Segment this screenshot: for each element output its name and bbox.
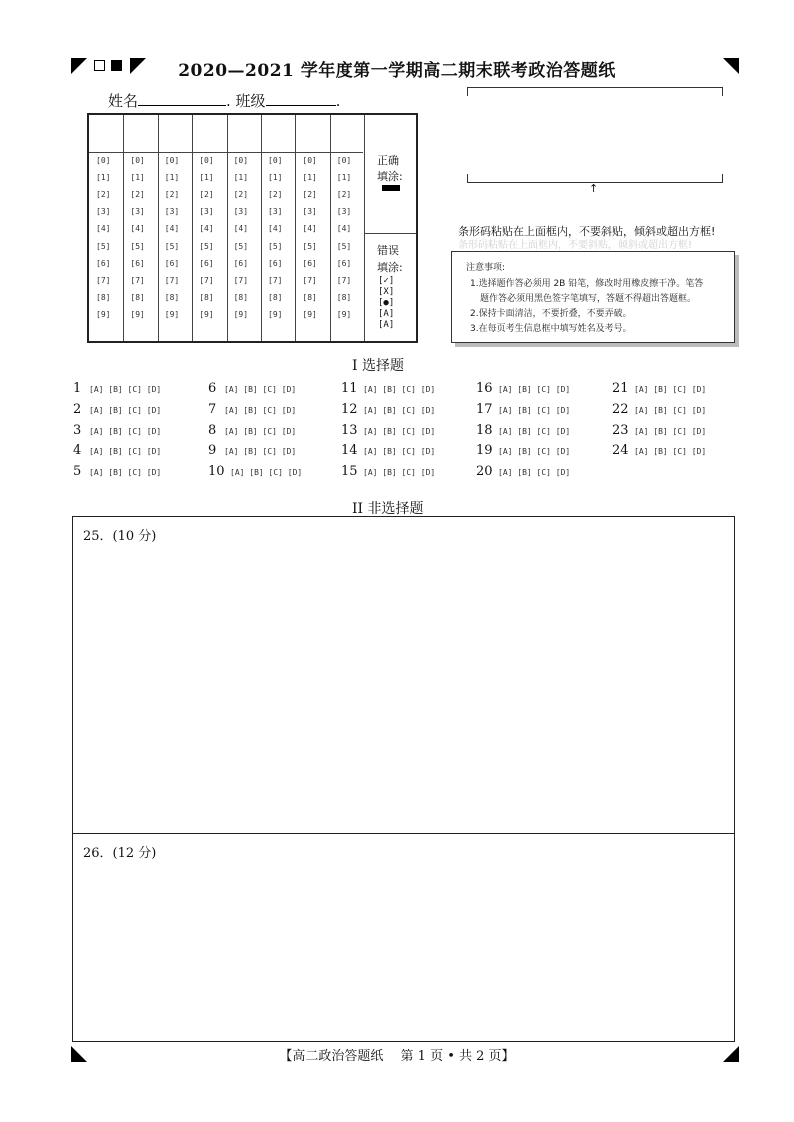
answer-options[interactable]: [A] [B] [C] [D] <box>224 426 297 436</box>
exam-digit-bubble[interactable]: [1] <box>336 173 352 183</box>
exam-digit-bubble[interactable]: [4] <box>164 224 180 234</box>
choice-question <box>612 443 706 458</box>
choice-question <box>208 381 296 396</box>
question-number: 2 <box>73 401 82 417</box>
answer-options[interactable]: [A] [B] [C] [D] <box>89 426 162 436</box>
exam-digit-bubble[interactable]: [4] <box>199 224 214 234</box>
exam-digit-bubble[interactable]: [1] <box>130 173 145 183</box>
question-number: 4 <box>73 443 82 459</box>
question-number: 22 <box>612 401 629 417</box>
barcode-note-ghost: 条形码粘贴在上面框内，不要斜贴，倾斜或超出方框! <box>458 240 693 251</box>
answer-options[interactable]: [A] [B] [C] [D] <box>89 405 162 415</box>
exam-digit-bubble[interactable]: [2] <box>96 190 111 200</box>
class-field[interactable] <box>266 90 336 106</box>
notice-line-1: 1.选择题作答必须用 2B 铅笔，修改时用橡皮擦干净。笔答 <box>470 279 704 289</box>
question-number: 14 <box>341 443 358 459</box>
choice-question <box>341 464 435 479</box>
answer-box-q25[interactable] <box>72 516 735 834</box>
name-label: 姓名 <box>108 92 139 110</box>
exam-digit-bubble[interactable]: [0] <box>96 156 111 165</box>
exam-digit-bubble[interactable]: [7] <box>268 275 283 285</box>
exam-digit-bubble[interactable]: [1] <box>96 173 111 183</box>
exam-digit-bubble[interactable]: [4] <box>130 224 145 234</box>
exam-digit-bubble[interactable]: [3] <box>233 207 249 217</box>
question-number: 5 <box>73 464 82 480</box>
exam-digit-bubble[interactable]: [4] <box>336 224 352 234</box>
exam-digit-bubble[interactable]: [0] <box>302 156 317 165</box>
question-number: 3 <box>73 422 82 438</box>
exam-digit-bubble[interactable]: [7] <box>199 275 214 285</box>
exam-digit-bubble[interactable]: [1] <box>268 173 283 183</box>
exam-digit-bubble[interactable]: [2] <box>164 190 180 200</box>
fill-legend-panel <box>365 115 416 341</box>
choice-question <box>476 402 570 417</box>
exam-digit-bubble[interactable]: [1] <box>302 173 317 183</box>
correct-label-1: 正确 <box>377 154 399 167</box>
exam-digit-bubble[interactable]: [6] <box>130 258 145 268</box>
section-2-title: II 非选择题 <box>352 501 424 517</box>
page-footer: 【高二政治答题纸 第 1 页 • 共 2 页】 <box>279 1049 515 1064</box>
exam-digit-bubble[interactable]: [2] <box>336 190 352 200</box>
question-number: 16 <box>476 381 493 396</box>
exam-digit-bubble[interactable]: [3] <box>302 207 317 217</box>
question-number: 18 <box>476 422 493 438</box>
q26-label: 26．(12 分) <box>83 846 157 861</box>
choice-question <box>208 402 296 417</box>
exam-digit-bubble[interactable]: [0] <box>336 156 352 165</box>
exam-digit-bubble[interactable]: [4] <box>96 224 111 234</box>
choice-question <box>476 464 570 479</box>
exam-digit-bubble[interactable]: [9] <box>130 309 145 319</box>
question-number: 13 <box>341 422 358 438</box>
choice-question <box>341 423 435 438</box>
answer-options[interactable]: [A] [B] [C] [D] <box>498 426 571 436</box>
question-number: 6 <box>208 381 217 396</box>
name-field[interactable] <box>138 90 226 106</box>
exam-digit-bubble[interactable]: [6] <box>199 258 214 268</box>
student-info-line <box>108 90 340 111</box>
exam-digit-bubble[interactable]: [1] <box>164 173 180 183</box>
q25-label: 25．(10 分) <box>83 529 157 544</box>
choice-question <box>73 402 161 417</box>
notice-line-2: 题作答必须用黑色签字笔填写，答题不得超出答题框。 <box>480 294 697 304</box>
answer-options[interactable]: [A] [B] [C] [D] <box>363 385 436 394</box>
answer-options[interactable]: [A] [B] [C] [D] <box>89 468 162 478</box>
exam-digit-bubble[interactable]: [5] <box>130 241 145 251</box>
answer-options[interactable]: [A] [B] [C] [D] <box>230 468 303 478</box>
question-number: 20 <box>476 464 493 480</box>
exam-digit-bubble[interactable]: [9] <box>268 309 283 319</box>
answer-options[interactable]: [A] [B] [C] [D] <box>224 447 297 457</box>
question-number: 9 <box>208 443 217 459</box>
wrong-label-1: 错误 <box>377 244 399 257</box>
answer-options[interactable]: [A] [B] [C] [D] <box>634 426 707 436</box>
exam-number-grid <box>87 113 418 343</box>
answer-options[interactable]: [A] [B] [C] [D] <box>363 468 436 478</box>
choice-question <box>208 423 296 438</box>
answer-options[interactable]: [A] [B] [C] [D] <box>89 385 162 394</box>
choice-question <box>612 423 706 438</box>
choice-question <box>476 381 570 396</box>
exam-digit-bubble[interactable]: [0] <box>199 156 214 165</box>
wrong-mark-underline: [A] <box>378 320 395 330</box>
section-1-title: I 选择题 <box>352 358 404 374</box>
exam-digit-bubble[interactable]: [8] <box>268 292 283 302</box>
exam-digit-bubble[interactable]: [0] <box>268 156 283 165</box>
wrong-mark-cross: [X] <box>378 287 395 297</box>
exam-digit-bubble[interactable]: [0] <box>130 156 145 165</box>
exam-digit-bubble[interactable]: [6] <box>96 258 111 268</box>
answer-options[interactable]: [A] [B] [C] [D] <box>498 447 571 457</box>
exam-digit-bubble[interactable]: [8] <box>130 292 145 302</box>
exam-digit-bubble[interactable]: [4] <box>302 224 317 234</box>
exam-digit-bubble[interactable]: [9] <box>302 309 317 319</box>
exam-digit-bubble[interactable]: [3] <box>199 207 214 217</box>
exam-digit-bubble[interactable]: [7] <box>130 275 145 285</box>
choice-question <box>612 381 706 396</box>
choice-question <box>341 381 435 396</box>
exam-digit-bubble[interactable]: [8] <box>302 292 317 302</box>
exam-digit-bubble[interactable]: [6] <box>302 258 317 268</box>
exam-digit-bubble[interactable]: [3] <box>268 207 283 217</box>
exam-digit-bubble[interactable]: [5] <box>96 241 111 251</box>
exam-digit-bubble[interactable]: [0] <box>233 156 249 165</box>
exam-digit-bubble[interactable]: [6] <box>268 258 283 268</box>
exam-digit-bubble[interactable]: [2] <box>199 190 214 200</box>
exam-digit-bubble[interactable]: [5] <box>268 241 283 251</box>
choice-question <box>208 464 302 479</box>
exam-digit-bubble[interactable]: [9] <box>336 309 352 319</box>
legend-separator <box>365 233 416 234</box>
choice-question <box>476 443 570 458</box>
answer-options[interactable]: [A] [B] [C] [D] <box>363 447 436 457</box>
exam-digit-bubble[interactable]: [9] <box>164 309 180 319</box>
exam-digit-bubble[interactable]: [2] <box>130 190 145 200</box>
choice-question <box>208 443 296 458</box>
exam-digit-bubble[interactable]: [5] <box>199 241 214 251</box>
question-number: 12 <box>341 401 358 417</box>
exam-digit-bubble[interactable]: [8] <box>233 292 249 302</box>
answer-options[interactable]: [A] [B] [C] [D] <box>634 405 707 415</box>
correct-fill-sample <box>382 185 400 191</box>
exam-digit-bubble[interactable]: [7] <box>164 275 180 285</box>
exam-digit-bubble[interactable]: [7] <box>233 275 249 285</box>
class-label: . 班级 <box>226 92 266 110</box>
question-number: 21 <box>612 381 629 396</box>
question-number: 15 <box>341 464 358 480</box>
notice-title: 注意事项: <box>466 263 506 273</box>
correct-label-2: 填涂: <box>377 170 403 183</box>
exam-digit-bubble[interactable]: [7] <box>336 275 352 285</box>
exam-digit-bubble[interactable]: [3] <box>336 207 352 217</box>
exam-digit-bubble[interactable]: [4] <box>268 224 283 234</box>
exam-digit-bubble[interactable]: [9] <box>199 309 214 319</box>
answer-options[interactable]: [A] [B] [C] [D] <box>498 405 571 415</box>
notice-box <box>451 251 735 343</box>
exam-digit-bubble[interactable]: [1] <box>233 173 249 183</box>
notice-line-4: 3.在每页考生信息框中填写姓名及考号。 <box>470 324 632 334</box>
choice-question <box>73 381 161 396</box>
exam-digit-bubble[interactable]: [9] <box>96 309 111 319</box>
question-number: 24 <box>612 443 629 459</box>
exam-digit-bubble[interactable]: [3] <box>130 207 145 217</box>
exam-digit-bubble[interactable]: [6] <box>164 258 180 268</box>
wrong-mark-check: [✓] <box>378 276 395 286</box>
question-number: 17 <box>476 401 493 417</box>
info-end-mark: . <box>335 92 341 110</box>
answer-options[interactable]: [A] [B] [C] [D] <box>363 426 436 436</box>
choice-question <box>341 402 435 417</box>
exam-digit-bubble[interactable]: [9] <box>233 309 249 319</box>
exam-digit-bubble[interactable]: [3] <box>96 207 111 217</box>
barcode-note: 条形码粘贴在上面框内，不要斜贴，倾斜或超出方框! <box>458 225 716 238</box>
answer-options[interactable]: [A] [B] [C] [D] <box>89 447 162 457</box>
exam-digit-bubble[interactable]: [2] <box>233 190 249 200</box>
exam-digit-bubble[interactable]: [5] <box>302 241 317 251</box>
choice-question <box>73 423 161 438</box>
question-number: 19 <box>476 443 493 459</box>
exam-digit-bubble[interactable]: [6] <box>336 258 352 268</box>
exam-digit-bubble[interactable]: [7] <box>302 275 317 285</box>
notice-line-3: 2.保持卡面清洁，不要折叠，不要弄破。 <box>470 309 632 319</box>
choice-question <box>612 402 706 417</box>
exam-digit-bubble[interactable]: [0] <box>164 156 180 165</box>
exam-digit-bubble[interactable]: [5] <box>233 241 249 251</box>
choice-question <box>73 443 161 458</box>
answer-options[interactable]: [A] [B] [C] [D] <box>224 405 297 415</box>
wrong-mark-dot: [●] <box>378 298 395 308</box>
barcode-frame-top <box>467 87 723 96</box>
exam-digit-bubble[interactable]: [1] <box>199 173 214 183</box>
exam-digit-bubble[interactable]: [8] <box>96 292 111 302</box>
wrong-label-2: 填涂: <box>377 261 403 274</box>
exam-digit-bubble[interactable]: [2] <box>268 190 283 200</box>
choice-question <box>73 464 161 479</box>
exam-digit-bubble[interactable]: [8] <box>199 292 214 302</box>
exam-digit-bubble[interactable]: [5] <box>336 241 352 251</box>
exam-digit-bubble[interactable]: [6] <box>233 258 249 268</box>
question-number: 11 <box>341 381 358 396</box>
exam-digit-bubble[interactable]: [8] <box>164 292 180 302</box>
answer-options[interactable]: [A] [B] [C] [D] <box>363 405 436 415</box>
answer-options[interactable]: [A] [B] [C] [D] <box>634 447 707 457</box>
answer-box-q26[interactable] <box>72 833 735 1042</box>
choice-question <box>341 443 435 458</box>
question-number: 7 <box>208 401 217 417</box>
question-number: 1 <box>73 381 82 396</box>
question-number: 23 <box>612 422 629 438</box>
answer-options[interactable]: [A] [B] [C] [D] <box>634 385 707 394</box>
exam-digit-bubble[interactable]: [4] <box>233 224 249 234</box>
barcode-arrow-icon: ↑ <box>589 182 599 195</box>
choice-question <box>476 423 570 438</box>
exam-digit-bubble[interactable]: [5] <box>164 241 180 251</box>
wrong-mark-strike: [A] <box>378 309 395 319</box>
answer-options[interactable]: [A] [B] [C] [D] <box>498 468 571 478</box>
question-number: 10 <box>208 464 225 480</box>
answer-options[interactable]: [A] [B] [C] [D] <box>224 385 297 394</box>
exam-digit-bubble[interactable]: [3] <box>164 207 180 217</box>
exam-digit-bubble[interactable]: [8] <box>336 292 352 302</box>
page-title: 2020—2021 学年度第一学期高二期末联考政治答题纸 <box>178 61 616 81</box>
question-number: 8 <box>208 422 217 438</box>
exam-digit-bubble[interactable]: [2] <box>302 190 317 200</box>
exam-digit-bubble[interactable]: [7] <box>96 275 111 285</box>
answer-options[interactable]: [A] [B] [C] [D] <box>498 385 571 394</box>
